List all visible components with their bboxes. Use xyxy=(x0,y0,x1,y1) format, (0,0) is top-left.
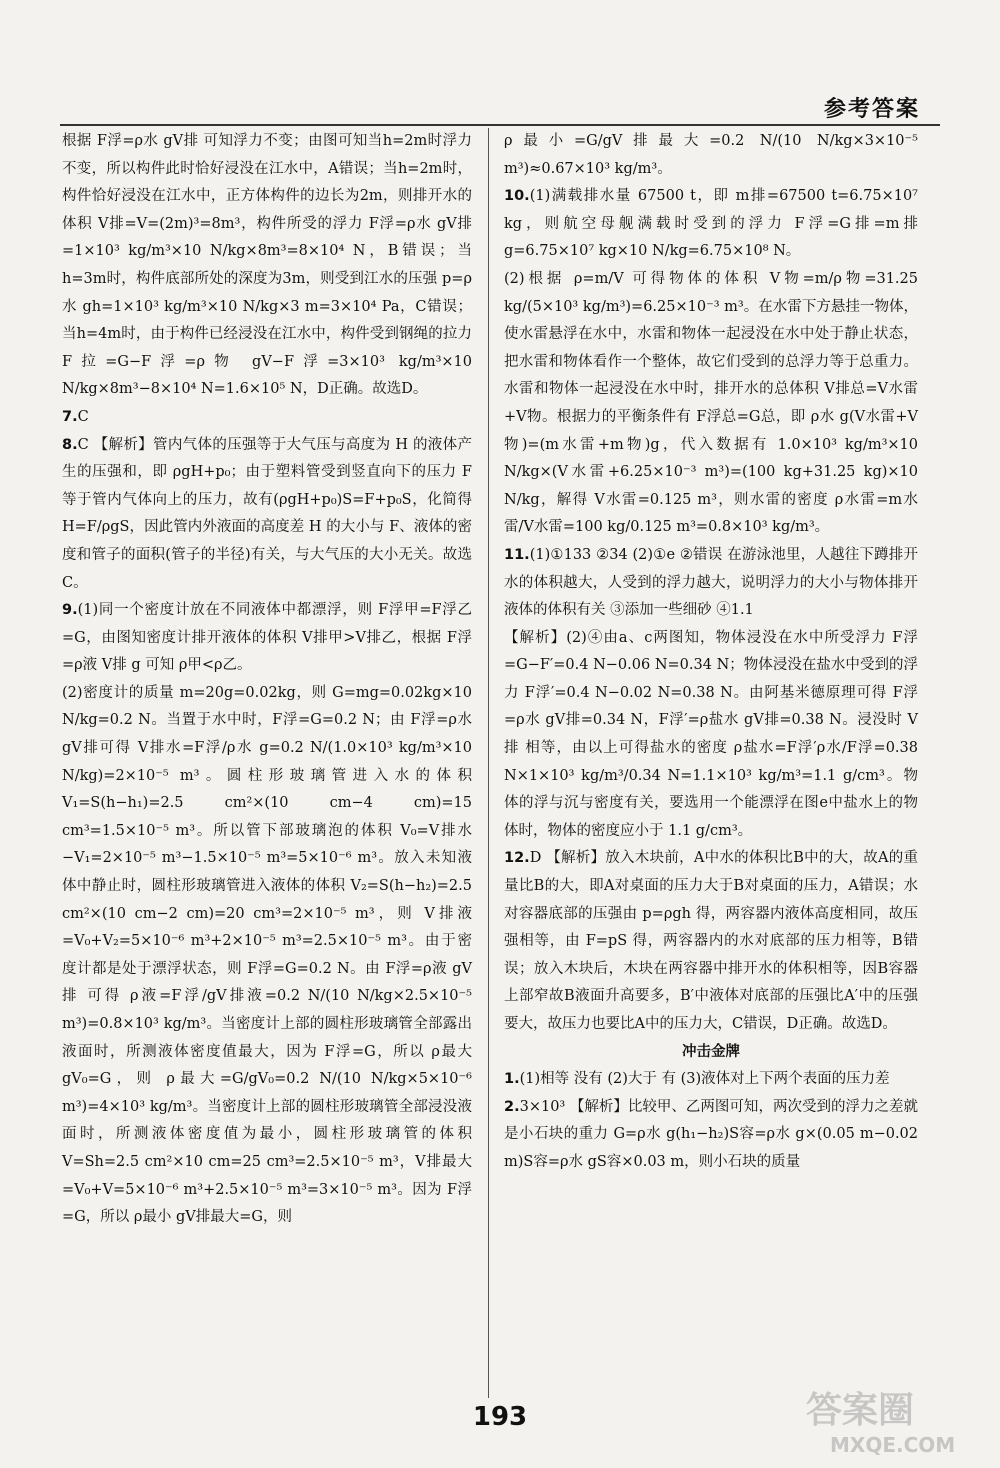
answer-paragraph xyxy=(504,1094,918,1177)
answer-paragraph xyxy=(504,542,918,625)
answer-text: 3×10³ 【解析】比较甲、乙两图可知，两次受到的浮力之差就是小石块的重力 G=ρ水 g(h₁−h₂)S容=ρ水 g×(0.05 m−0.02 m)S容=ρ水 gS容×0.03 m，则小石块的质量 xyxy=(504,1098,918,1170)
section-heading: 冲击金牌 xyxy=(682,1043,740,1060)
right-column xyxy=(504,128,918,1177)
answer-text: C 【解析】管内气体的压强等于大气压与高度为 H 的液体产生的压强和，即 ρgH+p₀；由于塑料管受到竖直向下的压力 F 等于管内气体向上的压力，故有(ρgH+p₀)S=F+p₀S，化简得 H=F/ρgS，因此管内外液面的高度差 H 的大小与 F、液体的密度和管子的面积(管子的半径)有关，与大气压的大小无关。故选C。 xyxy=(62,436,472,591)
answer-paragraph xyxy=(62,597,472,680)
answer-text: (2)根据 ρ=m/V 可得物体的体积 V物=m/ρ物=31.25 kg/(5×10³ kg/m³)=6.25×10⁻³ m³。在水雷下方悬挂一物体，使水雷悬浮在水中，水雷和物体一起浸没在水中处于静止状态，把水雷和物体看作一个整体，故它们受到的总浮力等于总重力。水雷和物体一起浸没在水中时，排开水的总体积 V排总=V水雷+V物。根据力的平衡条件有 F浮总=G总，即 ρ水 g(V水雷+V物)=(m水雷+m物)g，代入数据有 1.0×10³ kg/m³×10 N/kg×(V水雷+6.25×10⁻³ m³)=(100 kg+31.25 kg)×10 N/kg，解得 V水雷=0.125 m³，则水雷的密度 ρ水雷=m水雷/V水雷=100 kg/0.125 m³=0.8×10³ kg/m³。 xyxy=(504,270,918,536)
question-number: 8. xyxy=(62,436,78,453)
answer-text: (2)密度计的质量 m=20g=0.02kg，则 G=mg=0.02kg×10 N/kg=0.2 N。当置于水中时，F浮=G=0.2 N；由 F浮=ρ水 gV排可得 V排水=F浮/ρ水 g=0.2 N/(1.0×10³ kg/m³×10 N/kg)=2×10⁻⁵ m³。圆柱形玻璃管进入水的体积 V₁=S(h−h₁)=2.5 cm²×(10 cm−4 cm)=15 cm³=1.5×10⁻⁵ m³。所以管下部玻璃泡的体积 V₀=V排水−V₁=2×10⁻⁵ m³−1.5×10⁻⁵ m³=5×10⁻⁶ m³。放入未知液体中静止时，圆柱形玻璃管进入液体的体积 V₂=S(h−h₂)=2.5 cm²×(10 cm−2 cm)=20 cm³=2×10⁻⁵ m³，则 V排液=V₀+V₂=5×10⁻⁶ m³+2×10⁻⁵ m³=2.5×10⁻⁵ m³。由于密度计都是处于漂浮状态，则 F浮=G=0.2 N。由 F浮=ρ液 gV排 可得 ρ液=F浮/gV排液=0.2 N/(10 N/kg×2.5×10⁻⁵ m³)=0.8×10³ kg/m³。当密度计上部的圆柱形玻璃管全部露出液面时，所测液体密度值最大，因为 F浮=G，所以 ρ最大 gV₀=G，则 ρ最大=G/gV₀=0.2 N/(10 N/kg×5×10⁻⁶ m³)=4×10³ kg/m³。当密度计上部的圆柱形玻璃管全部浸没液面时，所测液体密度值为最小，圆柱形玻璃管的体积 V=Sh=2.5 cm²×10 cm=25 cm³=2.5×10⁻⁵ m³，V排最大=V₀+V=5×10⁻⁶ m³+2.5×10⁻⁵ m³=3×10⁻⁵ m³。因为 F浮=G，所以 ρ最小 gV排最大=G，则 xyxy=(62,684,472,1226)
answer-text: D 【解析】放入木块前，A中水的体积比B中的大，故A的重量比B的大，即A对桌面的压力大于B对桌面的压力，A错误；水对容器底部的压强由 p=ρgh 得，两容器内液体高度相同，故压强相等，由 F=pS 得，两容器内的水对底部的压力相等，B错误；放入木块后，木块在两容器中排开水的体积相等，因B容器上部窄故B液面升高要多，B′中液体对底部的压强比A′中的压强要大，故压力也要比A中的压力大，C错误，D正确。故选D。 xyxy=(504,850,918,1032)
question-number: 10. xyxy=(504,188,530,205)
page-header-title: 参考答案 xyxy=(823,97,920,122)
answer-paragraph xyxy=(504,128,918,183)
watermark-text-2: MXQE.COM xyxy=(830,1433,956,1457)
question-number: 7. xyxy=(62,408,78,425)
answer-paragraph xyxy=(62,680,472,1232)
answer-text: (1)满载排水量 67500 t，即 m排=67500 t=6.75×10⁷ kg，则航空母舰满载时受到的浮力 F浮=G排=m排 g=6.75×10⁷ kg×10 N/kg=6.75×10⁸ N。 xyxy=(504,188,918,260)
header-rule xyxy=(60,124,940,126)
answer-paragraph xyxy=(504,845,918,1038)
question-number: 12. xyxy=(504,850,530,867)
answer-paragraph xyxy=(504,183,918,266)
answer-text: (1)同一个密度计放在不同液体中都漂浮，则 F浮甲=F浮乙=G，由图知密度计排开液体的体积 V排甲>V排乙，根据 F浮=ρ液 V排 g 可知 ρ甲<ρ乙。 xyxy=(62,602,472,674)
page-number: 193 xyxy=(472,1402,528,1432)
question-number: 1. xyxy=(504,1071,520,1088)
answer-text: ρ最小=G/gV排最大=0.2 N/(10 N/kg×3×10⁻⁵ m³)≈0.67×10³ kg/m³。 xyxy=(504,133,918,177)
question-number: 11. xyxy=(504,546,530,563)
answer-paragraph xyxy=(504,266,918,542)
answer-paragraph xyxy=(62,432,472,598)
watermark-logo xyxy=(800,1380,980,1460)
answer-paragraph xyxy=(62,128,472,404)
watermark-text-1: 答案圈 xyxy=(806,1390,915,1431)
answer-text: 根据 F浮=ρ水 gV排 可知浮力不变；由图可知当h=2m时浮力不变，所以构件此时恰好浸没在江水中，A错误；当h=2m时，构件恰好浸没在江水中，正方体构件的边长为2m，则排开水的体积 V排=V=(2m)³=8m³，构件所受的浮力 F浮=ρ水 gV排=1×10³ kg/m³×10 N/kg×8m³=8×10⁴ N，B错误；当h=3m时，构件底部所处的深度为3m，则受到江水的压强 p=ρ水 gh=1×10³ kg/m³×10 N/kg×3 m=3×10⁴ Pa，C错误；当h=4m时，由于构件已经浸没在江水中，构件受到钢绳的拉力 F拉=G−F浮=ρ物 gV−F浮=3×10³ kg/m³×10 N/kg×8m³−8×10⁴ N=1.6×10⁵ N，D正确。故选D。 xyxy=(62,133,472,398)
answer-paragraph xyxy=(504,625,918,846)
answer-text: (1)①133 ②34 (2)①e ②错误 在游泳池里，人越往下蹲排开水的体积越大，人受到的浮力越大，说明浮力的大小与物体排开液体的体积有关 ③添加一些细砂 ④1.1 xyxy=(504,546,918,619)
answer-text: (1)相等 没有 (2)大于 有 (3)液体对上下两个表面的压力差 xyxy=(519,1071,890,1088)
answer-paragraph xyxy=(504,1066,918,1094)
column-divider xyxy=(488,128,489,1398)
left-column xyxy=(62,128,472,1232)
question-number: 9. xyxy=(62,602,78,619)
question-number: 2. xyxy=(504,1098,520,1115)
answer-paragraph xyxy=(62,404,472,432)
answer-text: C xyxy=(77,408,89,425)
answer-text: 【解析】(2)④由a、c两图知，物体浸没在水中所受浮力 F浮=G−F′=0.4 N−0.06 N=0.34 N；物体浸没在盐水中受到的浮力 F浮′=0.4 N−0.02 N=0.38 N。由阿基米德原理可得 F浮=ρ水 gV排=0.34 N，F浮′=ρ盐水 gV排=0.38 N。浸没时 V排 相等，由以上可得盐水的密度 ρ盐水=F浮′ρ水/F浮=0.38 N×1×10³ kg/m³/0.34 N=1.1×10³ kg/m³=1.1 g/cm³。物体的浮与沉与密度有关，要选用一个能漂浮在图e中盐水上的物体时，物体的密度应小于 1.1 g/cm³。 xyxy=(504,629,918,839)
